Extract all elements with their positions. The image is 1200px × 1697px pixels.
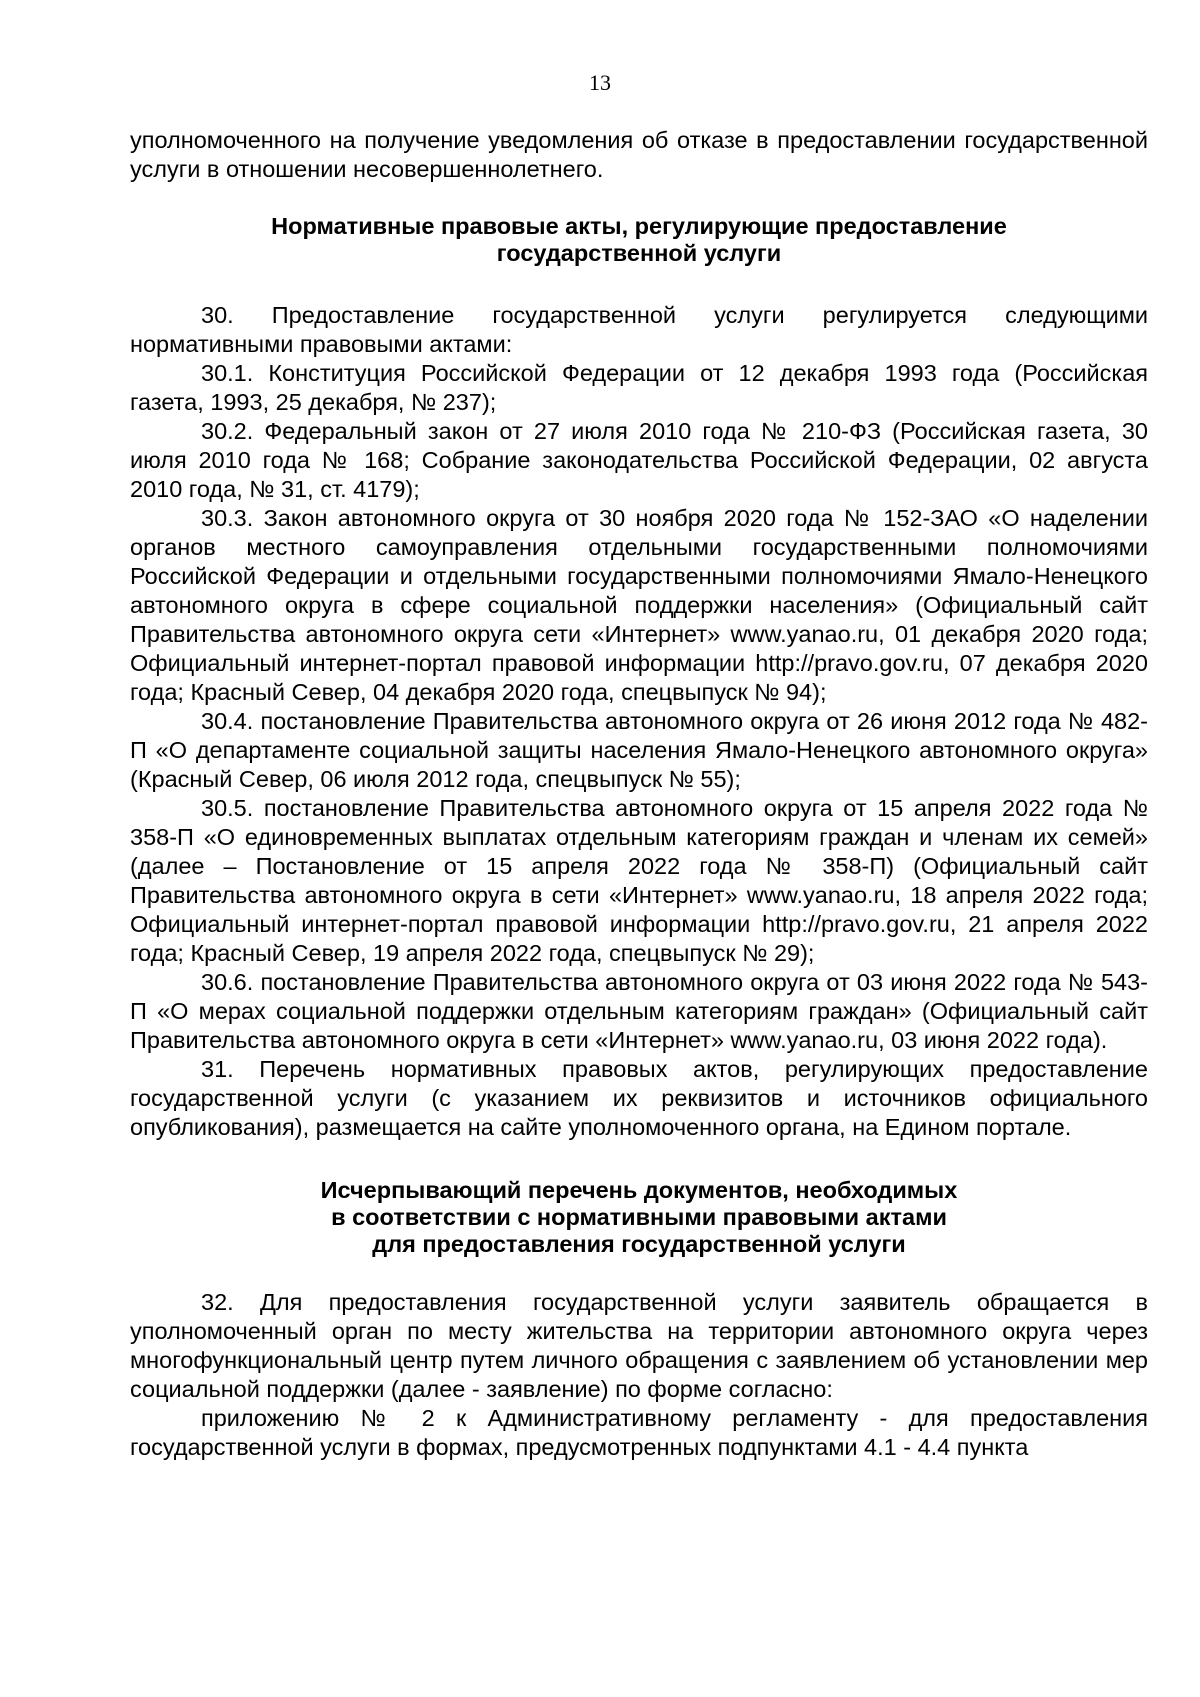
section-heading-legal-acts [130, 213, 1148, 267]
paragraph-31: 31. Перечень нормативных правовых актов, регулирующих предоставление государственной услуги (с указанием их реквизитов и источников официального опубликования), размещается на сайте уполномоченного органа, на Едином портале. [130, 1056, 1148, 1140]
paragraph-30-2: 30.2. Федеральный закон от 27 июля 2010 года № 210-ФЗ (Российская газета, 30 июля 2010 года № 168; Собрание законодательства Российской Федерации, 02 августа 2010 года, № 31, ст. 4179); [130, 418, 1148, 502]
paragraph-30-6: 30.6. постановление Правительства автономного округа от 03 июня 2022 года № 543-П «О мерах социальной поддержки отдельным категориям граждан» (Официальный сайт Правительства автономного округа в сети «Интернет» www.yanao.ru, 03 июня 2022 года). [130, 969, 1148, 1053]
continuation-paragraph: уполномоченного на получение уведомления об отказе в предоставлении государственной услуги в отношении несовершеннолетнего. [130, 127, 1148, 182]
page-content [130, 126, 1148, 1462]
heading-line: Исчерпывающий перечень документов, необходимых [320, 1177, 958, 1203]
page-number: 13 [589, 70, 611, 95]
paragraph-32: 32. Для предоставления государственной услуги заявитель обращается в уполномоченный орган по месту жительства на территории автономного округа через многофункциональный центр путем личного обращения с заявлением об установлении мер социальной поддержки (далее - заявление) по форме согласно: [130, 1289, 1148, 1402]
heading-line: в соответствии с нормативными правовыми актами [331, 1204, 947, 1230]
paragraph-30: 30. Предоставление государственной услуги регулируется следующими нормативными правовыми актами: [130, 302, 1148, 357]
paragraph-32-continued: приложению № 2 к Административному регламенту - для предоставления государственной услуги в формах, предусмотренных подпунктами 4.1 - 4.4 пункта [130, 1405, 1148, 1460]
documents-list [130, 1288, 1148, 1462]
section-heading-documents [130, 1177, 1148, 1258]
paragraph-30-3: 30.3. Закон автономного округа от 30 ноября 2020 года № 152-ЗАО «О наделении органов местного самоуправления отдельными государственными полномочиями Российской Федерации и отдельными государственными полномочиями Ямало-Ненецкого автономного округа в сфере социальной поддержки населения» (Официальный сайт Правительства автономного округа сети «Интернет» www.yanao.ru, 01 декабря 2020 года; Официальный интернет-портал правовой информации http://pravo.gov.ru, 07 декабря 2020 года; Красный Север, 04 декабря 2020 года, спецвыпуск № 94); [130, 505, 1148, 705]
heading-line: государственной услуги [496, 240, 782, 266]
paragraph-30-4: 30.4. постановление Правительства автономного округа от 26 июня 2012 года № 482-П «О департаменте социальной защиты населения Ямало-Ненецкого автономного округа» (Красный Север, 06 июля 2012 года, спецвыпуск № 55); [130, 708, 1148, 792]
heading-line: Нормативные правовые акты, регулирующие предоставление [271, 213, 1007, 239]
legal-acts-list [130, 301, 1148, 1142]
paragraph-30-5: 30.5. постановление Правительства автономного округа от 15 апреля 2022 года № 358-П «О единовременных выплатах отдельным категориям граждан и членам их семей» (далее – Постановление от 15 апреля 2022 года № 358-П) (Официальный сайт Правительства автономного округа в сети «Интернет» www.yanao.ru, 18 апреля 2022 года; Официальный интернет-портал правовой информации http://pravo.gov.ru, 21 апреля 2022 года; Красный Север, 19 апреля 2022 года, спецвыпуск № 29); [130, 795, 1148, 966]
heading-line: для предоставления государственной услуги [372, 1231, 906, 1257]
paragraph-30-1: 30.1. Конституция Российской Федерации от 12 декабря 1993 года (Российская газета, 1993, 25 декабря, № 237); [130, 360, 1148, 415]
